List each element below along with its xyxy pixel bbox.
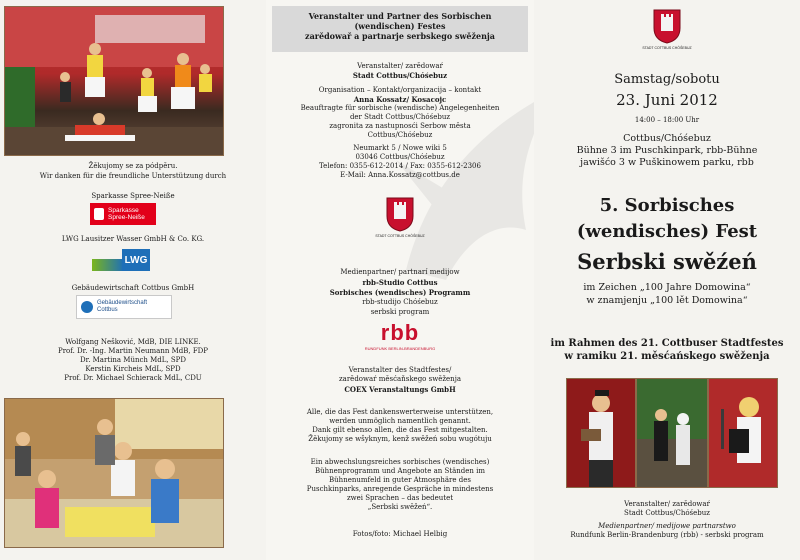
frame-de: im Rahmen des 21. Cottbuser Stadtfestes (550, 338, 784, 349)
gwc-emblem-icon (81, 301, 93, 313)
festival-photo-3 (708, 378, 778, 488)
event-day: Samstag/sobotu (614, 72, 720, 87)
lwg-logo (92, 247, 152, 273)
person-1: Wolfgang Nešković, MdB, DIE LINKE. (65, 338, 201, 346)
sparkasse-s-icon (94, 208, 104, 220)
header-line2: (wendischen) Festes (354, 21, 446, 31)
media-right: Rundfunk Berlin-Brandenburg (rbb) - serbski program (570, 531, 764, 539)
media-label: Medienpartner/ partnarí medijow (340, 268, 460, 276)
subtitle-de: im Zeichen „100 Jahre Domowina“ (583, 282, 751, 293)
person-3: Dr. Martina Münch MdL, SPD (80, 356, 186, 364)
gwc-logo-line1: Gebäudewirtschaft (97, 300, 148, 306)
address1: Neumarkt 5 / Nowe wiki 5 (353, 144, 447, 152)
desc-line2: Bühnenprogramm und Angebote an Ständen im (314, 467, 486, 475)
event-stage-de: Bühne 3 im Puschkinpark, rbb-Bühne (576, 145, 758, 156)
header-line1: Veranstalter und Partner des Sorbischen (308, 11, 492, 21)
event-time: 14:00 – 18:00 Uhr (634, 116, 700, 124)
media-2: Sorbisches (wendisches) Programm (329, 288, 471, 297)
person-5: Prof. Dr. Michael Schierack MdL, CDU (64, 374, 202, 382)
crest-caption: STADT COTTBUS CHÓŚEBUZ (375, 234, 425, 238)
contact-role-sorbian: zagronita za nastupnosći Serbow města (329, 122, 471, 130)
children-photo-scene (5, 399, 223, 547)
desc-line5: zwei Sprachen – das bedeutet (346, 494, 454, 502)
media-1: rbb-Studio Cottbus (362, 278, 438, 287)
title-line2: (wendisches) Fest (576, 221, 758, 242)
festival-org: COEX Veranstaltungs GmbH (344, 385, 456, 394)
sponsor-lwg: LWG Lausitzer Wasser GmbH & Co. KG. (61, 235, 205, 243)
event-date: 23. Juni 2012 (616, 91, 718, 109)
thanks-line3: Dank gilt ebenso allen, die das Fest mitgestalten. (312, 426, 488, 434)
thanks-line1: Alle, die das Fest dankenswerterweise unterstützen, (306, 408, 494, 416)
person-4: Kerstin Kircheis MdL, SPD (85, 365, 181, 373)
sparkasse-logo-line2: Spree-Neiße (108, 214, 145, 221)
contact-city2: Cottbus/Chóśebuz (367, 131, 433, 139)
lwg-logo-text: LWG (122, 249, 150, 271)
contact-label: Organisation – Kontakt/organizacija – kontakt (318, 86, 482, 94)
right-panel (534, 0, 800, 560)
header-line3: zarědowař a partnarje serbskego swěženja (305, 31, 495, 41)
festival-photo-1 (566, 378, 636, 488)
middle-panel (266, 0, 534, 560)
thanks-german: Wir danken für die freundliche Unterstützung durch (39, 172, 227, 180)
gwc-logo-line2: Cottbus (97, 307, 118, 313)
sponsor-sparkasse: Sparkasse Spree-Neiße (91, 192, 175, 200)
crest-caption-right: STADT COTTBUS CHÓŚEBUZ (642, 46, 692, 50)
left-panel (0, 0, 266, 560)
event-stage-sb: jawišćo 3 w Puškinowem parku, rbb (580, 157, 754, 168)
title-line1: 5. Sorbisches (599, 195, 735, 216)
organizer-label: Veranstalter/ zarědowaŕ (357, 62, 443, 70)
contact-role: Beauftragte für sorbische (wendische) Angelegenheiten (300, 104, 500, 112)
phone: Telefon: 0355-612-2014 / Fax: 0355-612-2306 (319, 162, 481, 170)
email-link[interactable]: E-Mail: Anna.Kossatz@cottbus.de (340, 171, 460, 179)
address2: 03046 Cottbus/Chóśebuz (355, 153, 445, 161)
city-crest-icon (385, 196, 415, 232)
thanks-line4: Žěkujomy se wšyknym, kenž swěžeń sobu wugótuju (308, 435, 492, 443)
children-photo (4, 398, 224, 548)
dance-photo (4, 6, 224, 156)
rbb-logo-sub: RUNDFUNK BERLIN-BRANDENBURG (364, 346, 436, 351)
thanks-line2: werden unmöglich namentlich genannt. (329, 417, 471, 425)
festival-org-label2: zarědowaŕ měsćaňskego swěženja (338, 375, 462, 383)
sparkasse-logo-line1: Sparkasse (108, 207, 139, 214)
sparkasse-logo (90, 203, 156, 225)
desc-line4: Puschkinparks, anregende Gespräche in mindestens (306, 485, 494, 493)
header-box (272, 6, 528, 52)
desc-line3: Bühnenumfeld in guter Atmosphäre des (329, 476, 471, 484)
title-line3: Serbski swěźeń (577, 249, 757, 274)
desc-line6: „Serbski swěžeń“. (367, 503, 433, 511)
event-city: Cottbus/Chóśebuz (623, 133, 711, 144)
festival-photo-2 (636, 378, 708, 488)
org-label: Veranstalter/ zarědowaŕ (624, 500, 710, 508)
festival-photo-3-scene (709, 379, 777, 487)
city-crest-icon-right (652, 8, 682, 44)
festival-photo-1-scene (567, 379, 635, 487)
sponsor-gwc: Gebäudewirtschaft Cottbus GmbH (71, 284, 195, 292)
media-4: serbski program (370, 308, 430, 316)
contact-city: der Stadt Cottbus/Chóśebuz (349, 113, 451, 121)
subtitle-sb: w znamjenju „100 lět Domowina“ (586, 295, 748, 306)
thanks-sorbian: Žěkujomy se za pódpěru. (88, 162, 178, 170)
media-3: rbb-studijo Chóśebuz (362, 298, 438, 306)
lwg-wave-icon (92, 259, 124, 271)
photo-credit: Fotos/foto: Michael Helbig (352, 530, 448, 538)
frame-sb: w ramiku 21. měsćańskego swěženja (564, 351, 770, 362)
org: Stadt Cottbus/Chóśebuz (624, 509, 710, 517)
organizer: Stadt Cottbus/Chóśebuz (352, 71, 448, 80)
contact-name: Anna Kossatz/ Kosacojc (353, 95, 447, 104)
desc-line1: Ein abwechslungsreiches sorbisches (wendisches) (310, 458, 490, 466)
gwc-logo (76, 295, 172, 319)
festival-org-label1: Veranstalter des Stadtfestes/ (348, 366, 452, 374)
media-label-right: Medienpartner/ medijowe partnarstwo (598, 522, 736, 530)
dance-photo-scene (5, 7, 223, 155)
person-2: Prof. Dr. -Ing. Martin Neumann MdB, FDP (58, 347, 208, 355)
rbb-logo: rbb (380, 320, 420, 345)
festival-photo-2-scene (637, 379, 707, 487)
